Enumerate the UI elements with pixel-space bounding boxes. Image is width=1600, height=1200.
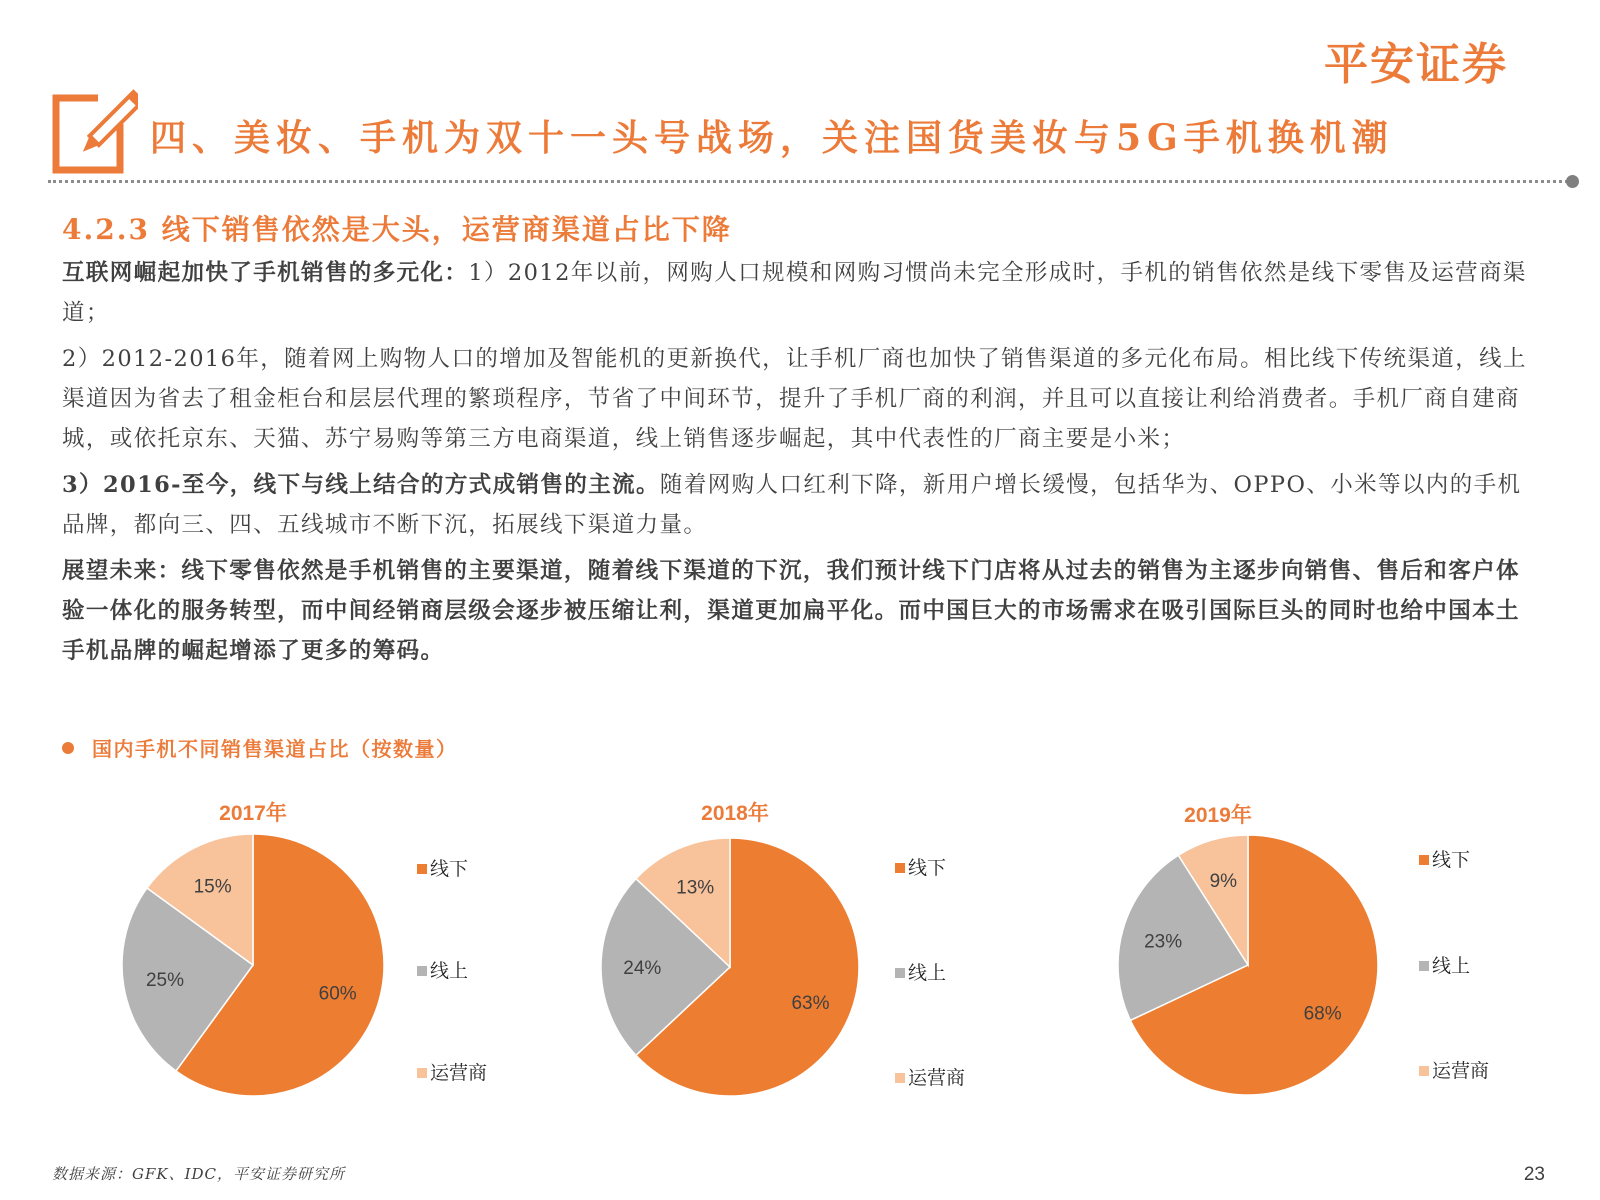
legend-swatch	[1419, 1066, 1429, 1076]
legend-swatch	[417, 966, 427, 976]
data-label: 25%	[145, 969, 185, 991]
chart-title: 2018年	[701, 802, 769, 825]
data-label: 15%	[193, 876, 232, 898]
paragraph-1-lead: 互联网崛起加快了手机销售的多元化：	[62, 260, 469, 286]
legend-label: 线上	[1432, 955, 1471, 977]
data-label: 68%	[1303, 1003, 1342, 1025]
section-title: 四、美妆、手机为双十一头号战场，关注国货美妆与5G手机换机潮	[150, 117, 1394, 159]
paragraph-3	[62, 465, 1542, 545]
legend-label: 运营商	[430, 1062, 488, 1084]
data-label: 63%	[791, 992, 830, 1014]
data-label: 60%	[318, 983, 357, 1005]
bullet-dot-icon	[62, 742, 74, 754]
paragraph-4-text: 展望未来：线下零售依然是手机销售的主要渠道，随着线下渠道的下沉，我们预计线下门店将从过去的销售为主逐步向销售、售后和客户体验一体化的服务转型，而中间经销商层级会逐步被压缩让利，渠道更加扁平化。而中国巨大的市场需求在吸引国际巨头的同时也给中国本土手机品牌的崛起增添了更多的筹码。	[62, 558, 1520, 664]
body-text	[62, 253, 1542, 677]
legend-swatch	[895, 863, 905, 873]
legend-swatch	[417, 1068, 427, 1078]
legend-label: 线下	[908, 857, 947, 879]
legend-swatch	[417, 864, 427, 874]
data-source: 数据来源：GFK、IDC，平安证券研究所	[52, 1165, 346, 1183]
data-label: 24%	[623, 958, 662, 979]
chart-section-heading	[62, 733, 458, 762]
legend-swatch	[895, 1073, 905, 1083]
paragraph-1	[62, 253, 1542, 333]
data-label: 9%	[1209, 871, 1238, 893]
legend-swatch	[1419, 855, 1429, 865]
brand-logo: 平安证券	[1324, 39, 1508, 90]
legend-swatch	[1419, 961, 1429, 971]
edit-pencil-icon	[52, 88, 138, 176]
data-label: 13%	[676, 877, 715, 899]
legend-label: 运营商	[908, 1067, 966, 1089]
chart-title: 2017年	[219, 802, 287, 825]
chart-title: 2019年	[1184, 804, 1252, 827]
paragraph-3-text: 随着网购人口红利下降，新用户增长缓慢，包括华为、OPPO、小米等以内的手机品牌，都向三、四、五线城市不断下沉，拓展线下渠道力量。	[62, 472, 1522, 538]
legend-swatch	[895, 968, 905, 978]
paragraph-2	[62, 339, 1542, 459]
legend-label: 线上	[430, 960, 469, 982]
paragraph-4	[62, 551, 1542, 671]
paragraph-1-text: 1）2012年以前，网购人口规模和网购习惯尚未完全形成时，手机的销售依然是线下零售及运营商渠道；	[62, 260, 1527, 326]
divider	[48, 180, 1568, 183]
divider-end-dot	[1566, 175, 1579, 188]
subsection-title: 4.2.3 线下销售依然是大头，运营商渠道占比下降	[62, 213, 732, 246]
page-number: 23	[1523, 1164, 1545, 1185]
legend-label: 运营商	[1432, 1060, 1490, 1082]
chart-section-title: 国内手机不同销售渠道占比（按数量）	[92, 737, 458, 761]
paragraph-3-lead: 3）2016-至今，线下与线上结合的方式成销售的主流。	[62, 472, 660, 498]
pie-charts	[0, 780, 1600, 1140]
legend-label: 线下	[1432, 849, 1471, 871]
paragraph-2-text: 2）2012-2016年，随着网上购物人口的增加及智能机的更新换代，让手机厂商也加快了销售渠道的多元化布局。相比线下传统渠道，线上渠道因为省去了租金柜台和层层代理的繁琐程序，节省了中间环节，提升了手机厂商的利润，并且可以直接让利给消费者。手机厂商自建商城，或依托京东、天猫、苏宁易购等第三方电商渠道，线上销售逐步崛起，其中代表性的厂商主要是小米；	[62, 346, 1527, 452]
data-label: 23%	[1144, 931, 1183, 953]
legend-label: 线下	[430, 858, 469, 880]
legend-label: 线上	[908, 962, 947, 984]
